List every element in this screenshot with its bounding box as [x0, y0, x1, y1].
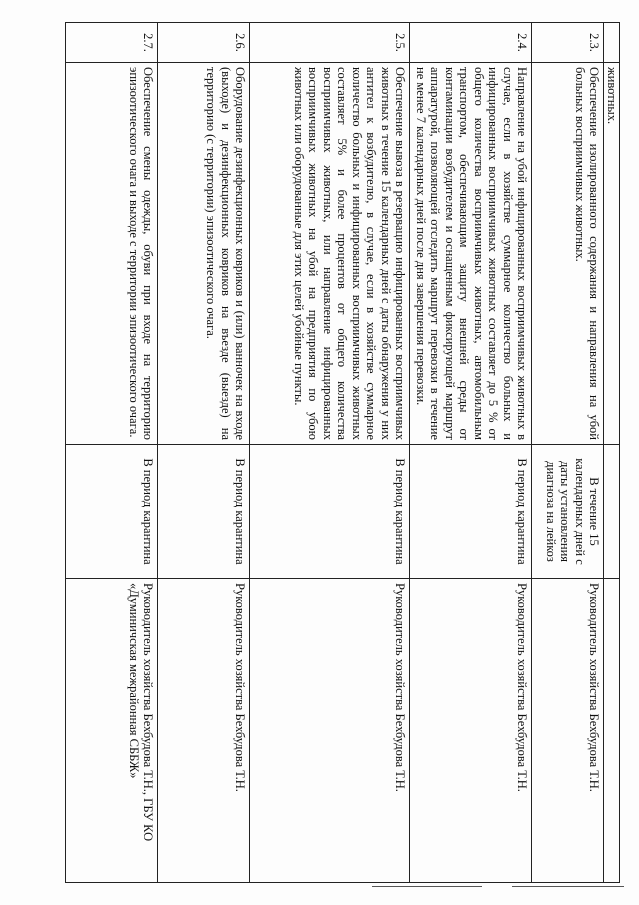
measure-description: Обеспечение вывоза в резервацию инфицированных восприимчивых животных в течение 15 календарных дней с даты обнаружения у них антител к возбудителю, в случае, если в хозяйстве суммарное количество больных и инфицированных восприимчивых животных составляет 5% и более процентов от общего количества восприимчивых животных, или направление инфицированных восприимчивых животных на убой на предприятия по убою животных или оборудованные для этих целей убойные пункты.	[250, 63, 410, 445]
row-number: 2.6.	[158, 23, 250, 63]
measure-responsible: Руководитель хозяйства Бехбудова Т.Н.	[158, 579, 250, 883]
table-row	[532, 23, 604, 883]
measure-term	[604, 445, 620, 579]
table-row	[66, 23, 158, 883]
scan-edge-line	[372, 886, 482, 887]
measures-table	[66, 22, 621, 883]
measure-term: В период карантина	[250, 445, 410, 579]
measure-description: Оборудование дезинфекционных ковриков и (или) ванночек на входе (выходе) и дезинфекционных ковриков на въезде (выезде) на территорию (с территории) эпизоотического очага.	[158, 63, 250, 445]
measure-responsible: Руководитель хозяйства Бехбудова Т.Н.	[532, 579, 604, 883]
measure-description: животных.	[604, 63, 620, 445]
measure-term: В период карантина	[158, 445, 250, 579]
measure-description: Направление на убой инфицированных восприимчивых животных в случае, если в хозяйстве суммарное количество больных и инфицированных восприимчивых животных составляет до 5 % от общего количества восприимчивых животных, автомобильным транспортом, обеспечивающим защиту внешней среды от контаминации возбудителем и оснащенным фиксирующей маршрут аппаратурой, позволяющей отследить маршрут перевозки в течение не менее 7 календарных дней после дня завершения перевозки.	[410, 63, 532, 445]
table-row-continuation	[604, 23, 620, 883]
table-row	[410, 23, 532, 883]
row-number: 2.3.	[532, 23, 604, 63]
row-number: 2.7.	[66, 23, 158, 63]
measure-responsible: Руководитель хозяйства Бехбудова Т.Н.	[250, 579, 410, 883]
measure-responsible: Руководитель хозяйства Бехбудова Т.Н., ГБУ КО «Думиничская межрайонная СББЖ»	[66, 579, 158, 883]
measure-responsible: Руководитель хозяйства Бехбудова Т.Н.	[410, 579, 532, 883]
rotated-table-container	[18, 22, 620, 882]
measure-term: В период карантина	[410, 445, 532, 579]
table-row	[158, 23, 250, 883]
measure-description: Обеспечение изолированного содержания и направления на убой больных восприимчивых животных.	[532, 63, 604, 445]
measure-responsible	[604, 579, 620, 883]
scan-edge-line	[512, 886, 624, 887]
row-number: 2.5.	[250, 23, 410, 63]
measure-term: В период карантина	[66, 445, 158, 579]
row-number	[604, 23, 620, 63]
table-row	[250, 23, 410, 883]
measure-term: В течение 15 календарных дней с даты установления диагноза на лейкоз	[532, 445, 604, 579]
row-number: 2.4.	[410, 23, 532, 63]
measure-description: Обеспечение смены одежды, обуви при входе на территорию эпизоотического очага и выходе с территории эпизоотического очага.	[66, 63, 158, 445]
